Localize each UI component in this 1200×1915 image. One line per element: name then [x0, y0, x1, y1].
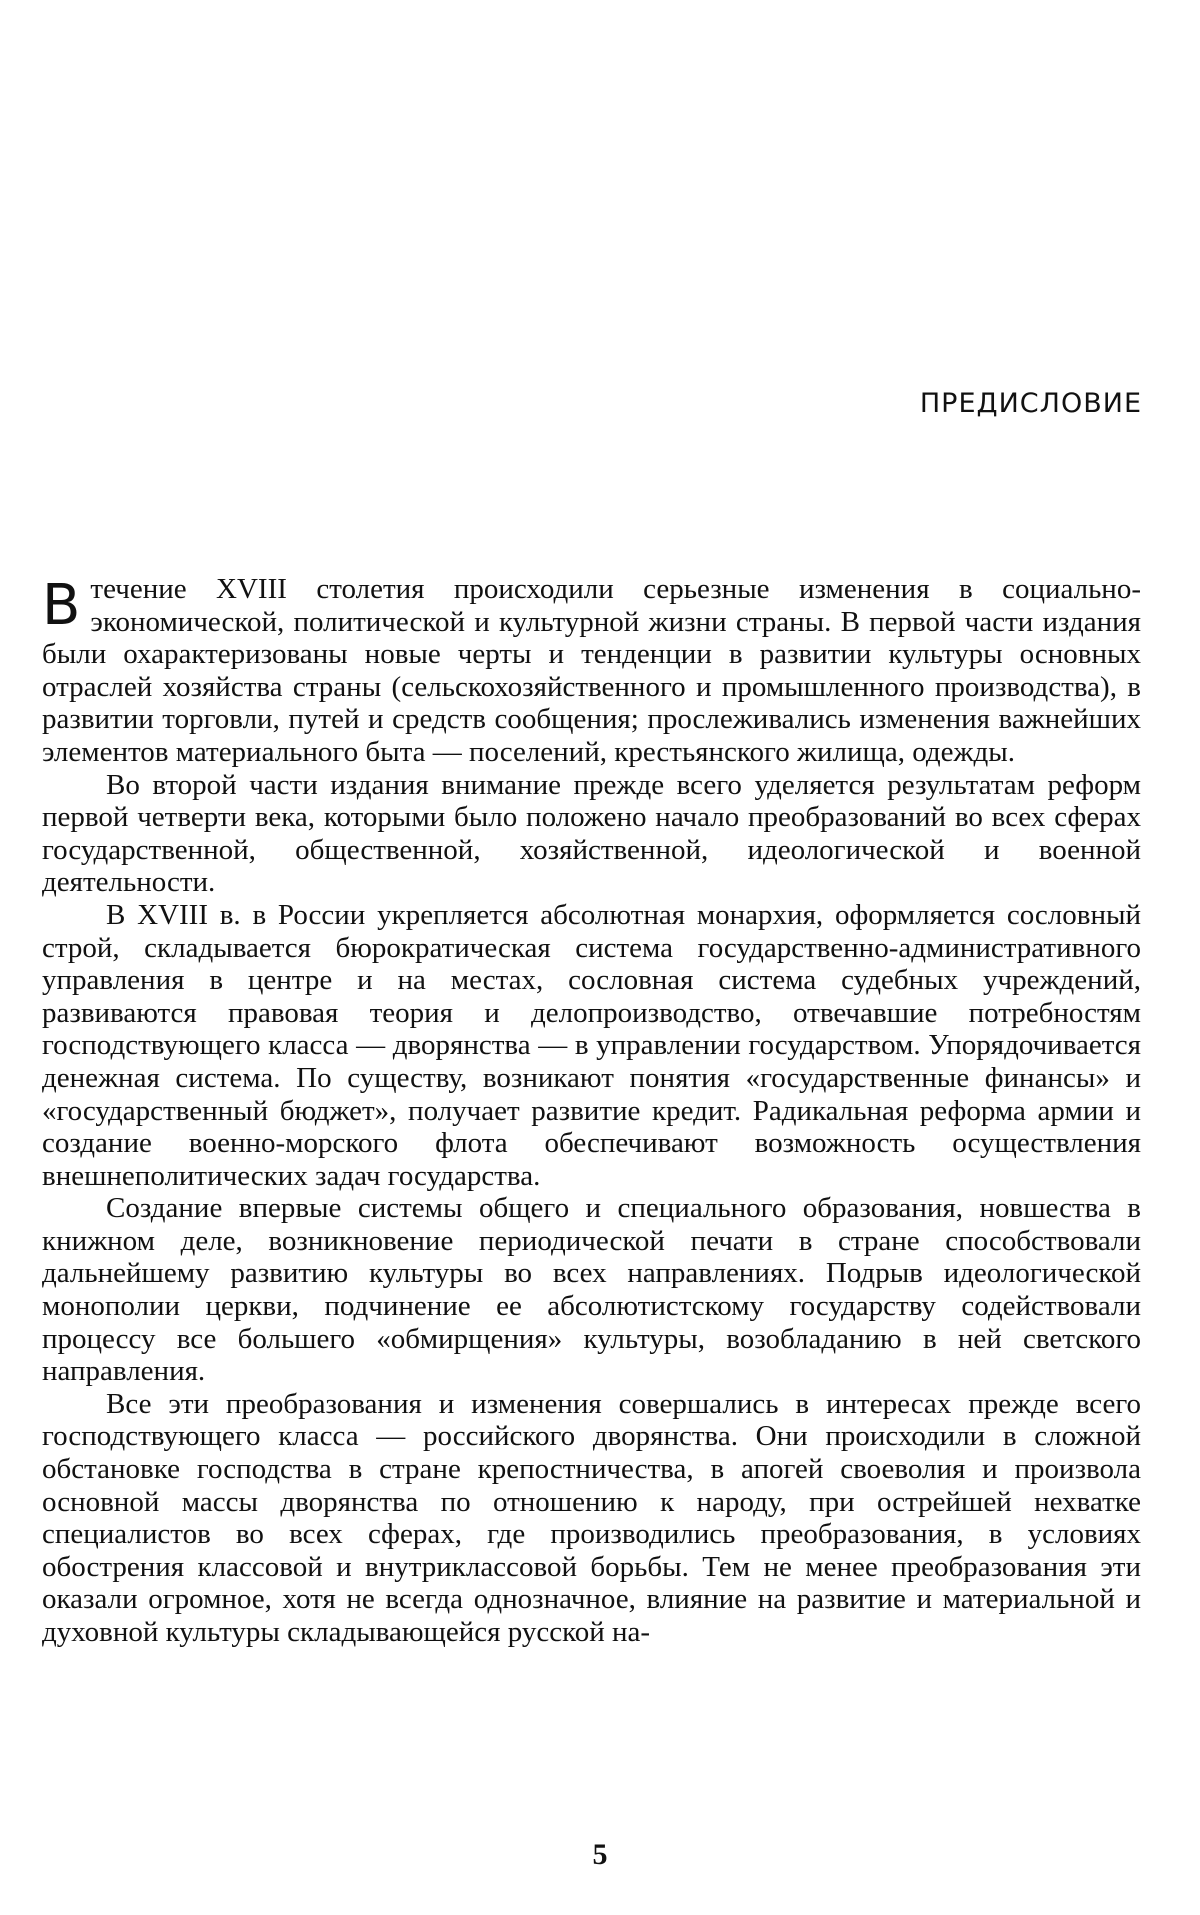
- body-text: [42, 573, 1141, 1649]
- paragraph-5: Все эти преобразования и изменения совершались в интересах прежде всего господствующего класса — российского дворянства. Они происходили в сложной обстановке господства в стране крепостничества, в апогей своеволия и произвола основной массы дворянства по отношению к народу, при острейшей нехватке специалистов во всех сферах, где производились преобразования, в условиях обострения классовой и внутриклассовой борьбы. Тем не менее преобразования эти оказали огромное, хотя не всегда однозначное, влияние на развитие и материальной и духовной культуры складывающейся русской на-: [42, 1387, 1141, 1648]
- chapter-heading: ПРЕДИСЛОВИЕ: [919, 388, 1142, 419]
- page-number: 5: [592, 1838, 608, 1871]
- paragraph-1: [42, 573, 1141, 769]
- paragraph-4: Создание впервые системы общего и специального образования, новшества в книжном деле, возникновение периодической печати в стране способствовали дальнейшему развитию культуры во всех направлениях. Подрыв идеологической монополии церкви, подчинение ее абсолютистскому государству содействовали процессу все большего «обмирщения» культуры, возобладанию в ней светского направления.: [42, 1192, 1141, 1388]
- paragraph-1-text: течение XVIII столетия происходили серьезные изменения в социально-экономической, политической и культурной жизни страны. В первой части издания были охарактеризованы новые черты и тенденции в развитии культуры основных отраслей хозяйства страны (сельскохозяйственного и промышленного производства), в развитии торговли, путей и средств сообщения; прослеживались изменения важнейших элементов материального быта — поселений, крестьянского жилища, одежды.: [42, 573, 1141, 768]
- paragraph-2: Во второй части издания внимание прежде всего уделяется результатам реформ первой четверти века, которыми было положено начало преобразований во всех сферах государственной, общественной, хозяйственной, идеологической и военной деятельности.: [42, 768, 1141, 899]
- paragraph-3: В XVIII в. в России укрепляется абсолютная монархия, оформляется сословный строй, складывается бюрократическая система государственно-административного управления в центре и на местах, сословная система судебных учреждений, развиваются правовая теория и делопроизводство, отвечавшие потребностям господствующего класса — дворянства — в управлении государством. Упорядочивается денежная система. По существу, возникают понятия «государственные финансы» и «государственный бюджет», получает развитие кредит. Радикальная реформа армии и создание военно-морского флота обеспечивают возможность осуществления внешнеполитических задач государства.: [42, 898, 1141, 1192]
- drop-cap: В: [42, 573, 81, 638]
